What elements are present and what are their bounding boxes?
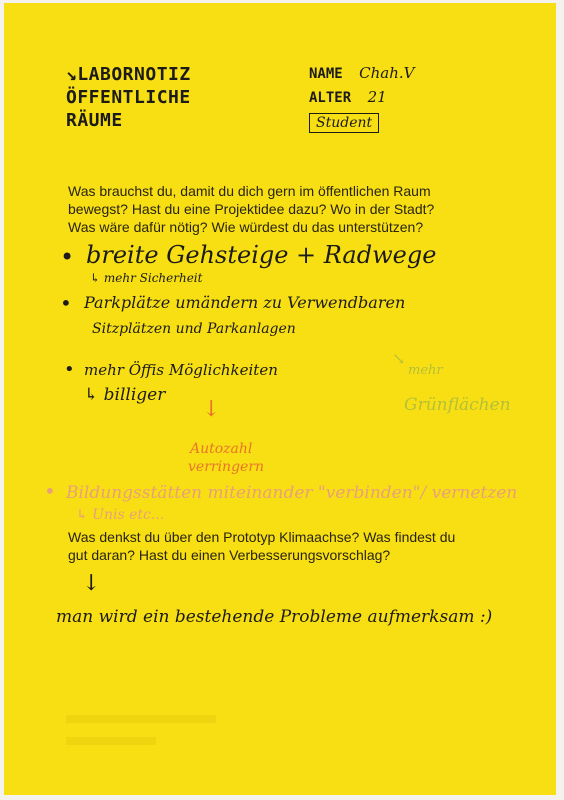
- answer-item-1: breite Gehsteige + Radwege: [86, 241, 437, 269]
- age-label: ALTER: [309, 90, 352, 106]
- note-sheet: [4, 3, 556, 795]
- question-2: [68, 528, 508, 564]
- arrow-down-icon: ↓: [202, 397, 221, 422]
- green-note-line-2: Grünflächen: [404, 395, 511, 415]
- role-badge: Student: [309, 113, 379, 133]
- arrow-icon: ↘: [392, 349, 406, 368]
- form-title: [66, 63, 191, 132]
- age-row: [309, 85, 415, 109]
- name-row: [309, 61, 415, 85]
- age-value: 21: [367, 88, 387, 106]
- answer-item-3-note: ↳ billiger: [84, 385, 166, 405]
- bleed-through-mark: [66, 715, 216, 723]
- name-label: NAME: [309, 66, 343, 82]
- bullet-dot: •: [60, 291, 72, 315]
- bullet-dot: •: [44, 479, 56, 503]
- question-2-line-1: Was denkst du über den Prototyp Klimaachse? Was findest du: [68, 529, 456, 545]
- title-line-3: RÄUME: [66, 110, 123, 131]
- answer-item-2: Parkplätze umändern zu Verwendbaren: [84, 293, 406, 312]
- respondent-info: [309, 61, 415, 133]
- bullet-dot: •: [60, 243, 75, 271]
- answer-item-1-note: ↳ mehr Sicherheit: [90, 271, 203, 285]
- question-2-line-2: gut daran? Hast du einen Verbesserungsvorschlag?: [68, 547, 391, 563]
- bullet-dot: •: [64, 359, 75, 380]
- title-line-1: ↘LABORNOTIZ: [66, 64, 191, 85]
- question-1: [68, 182, 508, 236]
- orange-note-line-1: Autozahl: [190, 441, 253, 457]
- orange-note-line-2: verringern: [188, 459, 265, 475]
- answer-2-text: man wird ein bestehende Probleme aufmerksam :): [56, 607, 493, 627]
- pink-note-line-1: Bildungsstätten miteinander "verbinden"/ vernetzen: [66, 483, 518, 503]
- name-value: Chah.V: [359, 64, 415, 82]
- question-1-line-3: Was wäre dafür nötig? Wie würdest du das unterstützen?: [68, 219, 424, 235]
- green-note-line-1: mehr: [408, 363, 443, 378]
- pink-note-line-2: ↳ Unis etc...: [76, 507, 165, 523]
- bleed-through-mark: [66, 737, 156, 745]
- question-1-line-2: bewegst? Hast du eine Projektidee dazu? Wo in der Stadt?: [68, 201, 435, 217]
- question-1-line-1: Was brauchst du, damit du dich gern im öffentlichen Raum: [68, 183, 431, 199]
- answer-item-3: mehr Öffis Möglichkeiten: [84, 361, 278, 379]
- arrow-down-icon: ↓: [82, 571, 101, 596]
- answer-item-2-continued: Sitzplätzen und Parkanlagen: [92, 321, 296, 337]
- title-line-2: ÖFFENTLICHE: [66, 87, 191, 108]
